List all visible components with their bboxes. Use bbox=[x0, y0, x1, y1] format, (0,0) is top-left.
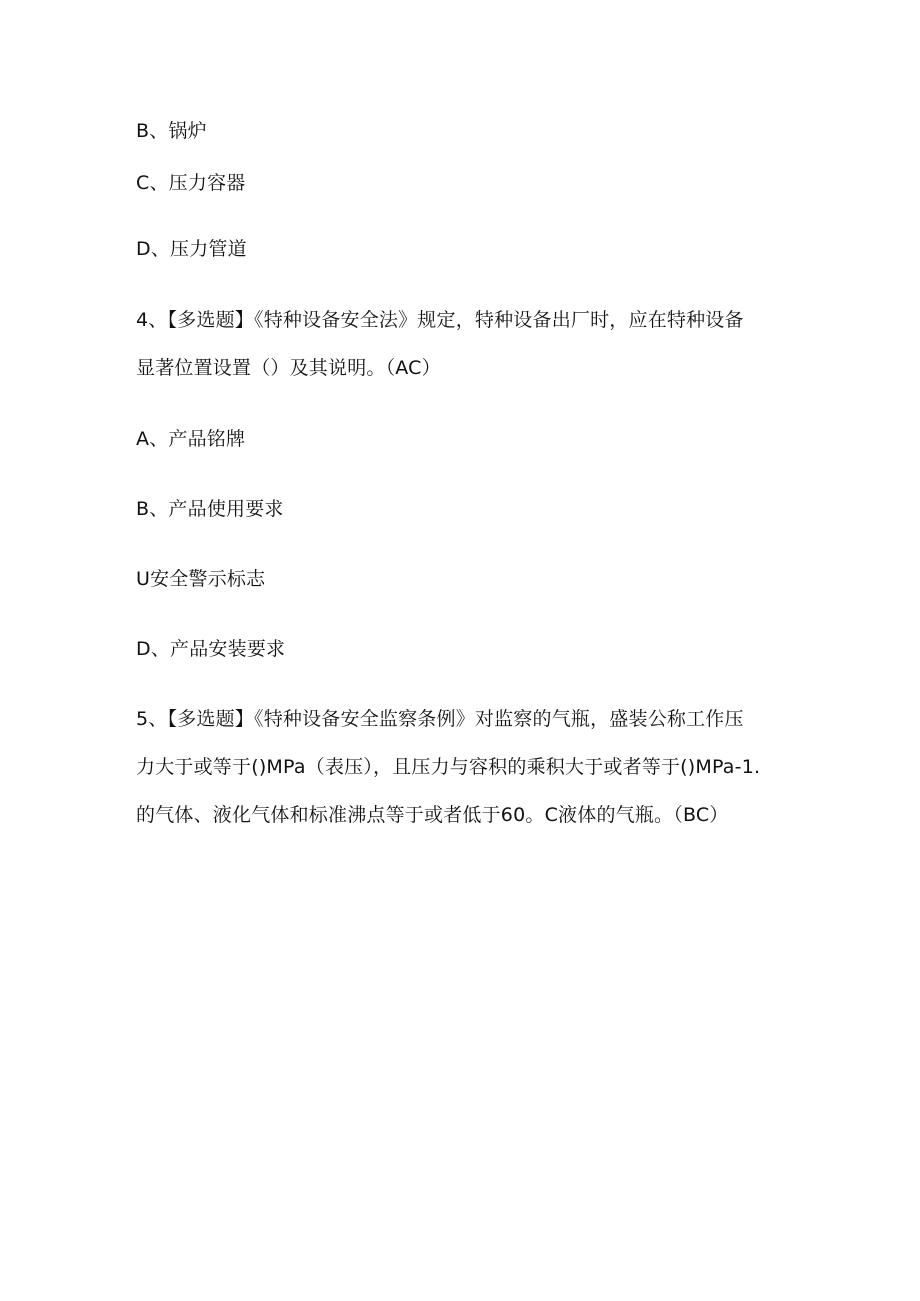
option-a-product-nameplate: A、产品铭牌 bbox=[136, 428, 246, 450]
question-4-line-1: 4、【多选题】《特种设备安全法》规定，特种设备出厂时，应在特种设备 bbox=[136, 309, 744, 331]
option-b-boiler: B、锅炉 bbox=[136, 120, 207, 142]
option-c-pressure-vessel: C、压力容器 bbox=[136, 172, 246, 194]
question-5-line-3: 的气体、液化气体和标准沸点等于或者低于60。C液体的气瓶。（BC） bbox=[136, 804, 729, 826]
option-c-safety-warning-sign: U安全警示标志 bbox=[136, 568, 266, 590]
option-d-pressure-pipeline: D、压力管道 bbox=[136, 238, 247, 260]
option-d-product-installation-requirements: D、产品安装要求 bbox=[136, 638, 286, 660]
option-b-product-usage-requirements: B、产品使用要求 bbox=[136, 498, 284, 520]
question-5-line-2: 力大于或等于()MPa（表压），且压力与容积的乘积大于或者等于()MPa-1. bbox=[136, 756, 761, 778]
question-4-line-2: 显著位置设置（）及其说明。（AC） bbox=[136, 357, 441, 379]
question-5-line-1: 5、【多选题】《特种设备安全监察条例》对监察的气瓶，盛装公称工作压 bbox=[136, 708, 744, 730]
